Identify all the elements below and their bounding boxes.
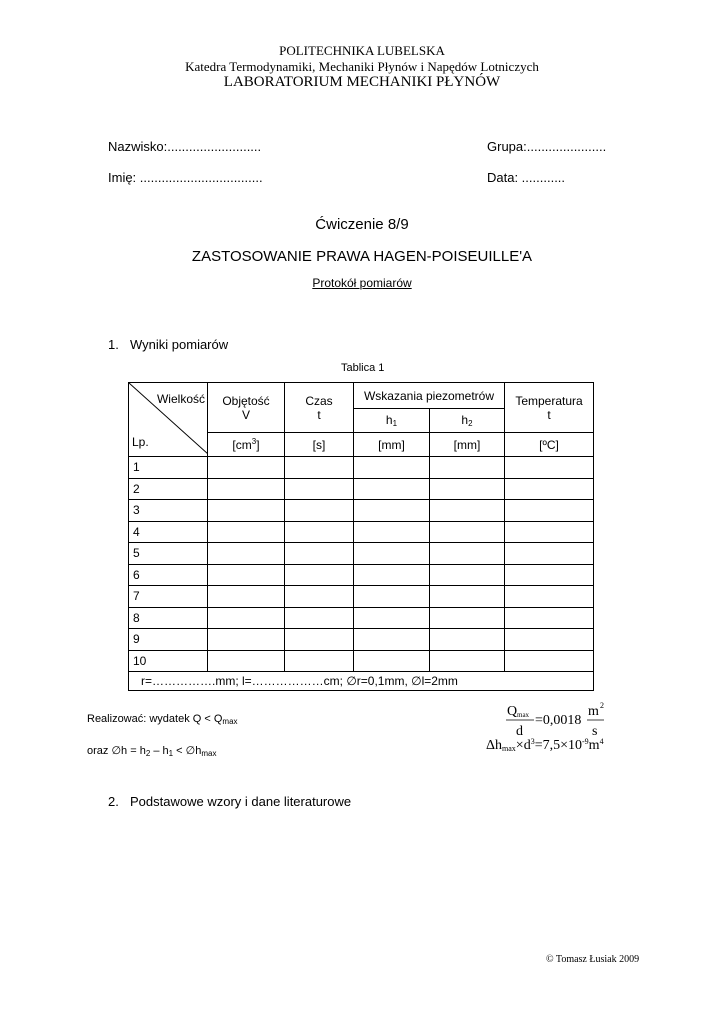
cell-time[interactable] bbox=[285, 607, 354, 629]
f2-subscript-max: max bbox=[502, 744, 516, 753]
cell-time[interactable] bbox=[285, 543, 354, 565]
cell-temperature[interactable] bbox=[505, 586, 594, 608]
exercise-number: Ćwiczenie 8/9 bbox=[315, 216, 409, 233]
table-row bbox=[129, 500, 594, 522]
cell-h1[interactable] bbox=[354, 586, 430, 608]
header-temperature-label: Temperatura bbox=[515, 393, 583, 408]
cell-h1[interactable] bbox=[354, 629, 430, 651]
cell-volume[interactable] bbox=[208, 564, 285, 586]
university-name: POLITECHNIKA LUBELSKA bbox=[279, 43, 445, 58]
realize-subscript: max bbox=[222, 717, 238, 726]
measurement-table bbox=[128, 382, 594, 691]
f1-numerator: Q bbox=[507, 704, 518, 719]
oraz-minus: – h bbox=[150, 745, 169, 757]
cell-h2[interactable] bbox=[430, 607, 505, 629]
group-field: Grupa:...................... bbox=[487, 139, 607, 154]
section-1-number: 1. bbox=[108, 337, 119, 352]
cell-h1[interactable] bbox=[354, 521, 430, 543]
cell-volume[interactable] bbox=[208, 500, 285, 522]
cell-temperature[interactable] bbox=[505, 607, 594, 629]
section-2-title: Podstawowe wzory i dane literaturowe bbox=[130, 794, 352, 809]
unit-volume-base: [cm bbox=[232, 438, 252, 452]
cell-time[interactable] bbox=[285, 629, 354, 651]
header-time bbox=[285, 383, 354, 433]
corner-label-quantity: Wielkość bbox=[156, 392, 205, 406]
cell-time[interactable] bbox=[285, 586, 354, 608]
row-number: 5 bbox=[129, 543, 208, 565]
oraz-subscript-max: max bbox=[201, 749, 217, 758]
f1-unit-numerator: m bbox=[588, 704, 599, 719]
cell-h1[interactable] bbox=[354, 500, 430, 522]
row-number: 1 bbox=[129, 457, 208, 479]
f2-exponent-minus-9: -9 bbox=[582, 737, 589, 746]
unit-volume-close: ] bbox=[256, 438, 260, 452]
table-row bbox=[129, 478, 594, 500]
cell-volume[interactable] bbox=[208, 521, 285, 543]
first-name-field: Imię: .................................. bbox=[108, 170, 263, 185]
cell-temperature[interactable] bbox=[505, 478, 594, 500]
header-h1 bbox=[354, 409, 430, 433]
realize-text: Realizować: wydatek Q < Q bbox=[87, 713, 223, 725]
row-number: 6 bbox=[129, 564, 208, 586]
header-h1-symbol: h bbox=[385, 413, 393, 427]
cell-time[interactable] bbox=[285, 521, 354, 543]
head-difference-condition bbox=[87, 744, 216, 758]
protocol-label: Protokół pomiarów bbox=[312, 276, 412, 290]
cell-temperature[interactable] bbox=[505, 564, 594, 586]
copyright-notice: © Tomasz Łusiak 2009 bbox=[546, 954, 640, 965]
oraz-less-than: < ∅h bbox=[173, 745, 202, 757]
f1-numerator-sub: max bbox=[517, 711, 530, 719]
cell-volume[interactable] bbox=[208, 650, 285, 672]
table-footer-params: r=…………….mm; l=………………cm; ∅r=0,1mm, ∅l=2mm bbox=[129, 672, 594, 691]
cell-time[interactable] bbox=[285, 500, 354, 522]
cell-h1[interactable] bbox=[354, 650, 430, 672]
oraz-subscript-1: 1 bbox=[168, 749, 174, 758]
f1-value: =0,0018 bbox=[535, 713, 582, 728]
header-h2-subscript: 2 bbox=[468, 419, 473, 428]
header-volume bbox=[208, 383, 285, 433]
cell-volume[interactable] bbox=[208, 629, 285, 651]
section-1-heading bbox=[108, 337, 228, 352]
cell-temperature[interactable] bbox=[505, 500, 594, 522]
oraz-subscript-2: 2 bbox=[145, 749, 151, 758]
f2-delta-h: Δh bbox=[486, 738, 503, 753]
header-time-label: Czas bbox=[305, 393, 333, 408]
row-number: 7 bbox=[129, 586, 208, 608]
table-row bbox=[129, 586, 594, 608]
unit-volume-exponent: 3 bbox=[251, 437, 257, 446]
cell-h2[interactable] bbox=[430, 478, 505, 500]
cell-volume[interactable] bbox=[208, 457, 285, 479]
row-number: 4 bbox=[129, 521, 208, 543]
unit-temperature: [ºC] bbox=[505, 433, 594, 457]
row-number: 10 bbox=[129, 650, 208, 672]
flow-limit-formula bbox=[500, 700, 620, 742]
f2-value: =7,5×10 bbox=[534, 738, 582, 753]
cell-h2[interactable] bbox=[430, 586, 505, 608]
table-caption: Tablica 1 bbox=[341, 362, 385, 374]
header-h2 bbox=[430, 409, 505, 433]
cell-volume[interactable] bbox=[208, 586, 285, 608]
section-2-heading bbox=[108, 794, 351, 809]
unit-h2: [mm] bbox=[430, 433, 505, 457]
cell-h1[interactable] bbox=[354, 543, 430, 565]
table-row bbox=[129, 650, 594, 672]
cell-volume[interactable] bbox=[208, 607, 285, 629]
corner-label-lp: Lp. bbox=[132, 435, 149, 449]
cell-h2[interactable] bbox=[430, 564, 505, 586]
table-row bbox=[129, 543, 594, 565]
header-volume-symbol: V bbox=[241, 407, 250, 422]
cell-h1[interactable] bbox=[354, 564, 430, 586]
table-row bbox=[129, 564, 594, 586]
exercise-topic: ZASTOSOWANIE PRAWA HAGEN-POISEUILLE'A bbox=[191, 248, 533, 265]
cell-temperature[interactable] bbox=[505, 629, 594, 651]
unit-h1: [mm] bbox=[354, 433, 430, 457]
row-number: 2 bbox=[129, 478, 208, 500]
cell-h2[interactable] bbox=[430, 457, 505, 479]
header-h1-subscript: 1 bbox=[392, 419, 398, 428]
table-row bbox=[129, 457, 594, 479]
table-row bbox=[129, 521, 594, 543]
header-volume-label: Objętość bbox=[222, 393, 270, 408]
unit-time: [s] bbox=[285, 433, 354, 457]
cell-h2[interactable] bbox=[430, 521, 505, 543]
table-row bbox=[129, 629, 594, 651]
cell-h2[interactable] bbox=[430, 500, 505, 522]
row-number: 8 bbox=[129, 607, 208, 629]
date-field: Data: ............ bbox=[487, 170, 566, 185]
f2-exponent-3: 3 bbox=[530, 737, 535, 746]
cell-volume[interactable] bbox=[208, 543, 285, 565]
cell-temperature[interactable] bbox=[505, 457, 594, 479]
row-number: 9 bbox=[129, 629, 208, 651]
cell-h1[interactable] bbox=[354, 478, 430, 500]
cell-temperature[interactable] bbox=[505, 650, 594, 672]
header-temperature-symbol: t bbox=[547, 407, 551, 422]
laboratory-name: LABORATORIUM MECHANIKI PŁYNÓW bbox=[223, 74, 501, 90]
cell-time[interactable] bbox=[285, 457, 354, 479]
head-diameter-formula bbox=[486, 737, 604, 754]
f1-denominator: d bbox=[516, 724, 523, 739]
f1-unit-exponent: 2 bbox=[600, 701, 604, 710]
f1-unit-denominator: s bbox=[592, 724, 598, 739]
f2-exponent-4: 4 bbox=[599, 737, 604, 746]
cell-h2[interactable] bbox=[430, 543, 505, 565]
header-temperature bbox=[505, 383, 594, 433]
cell-h1[interactable] bbox=[354, 607, 430, 629]
unit-volume bbox=[208, 433, 285, 457]
cell-temperature[interactable] bbox=[505, 543, 594, 565]
cell-h2[interactable] bbox=[430, 650, 505, 672]
f2-unit: m bbox=[588, 738, 600, 753]
surname-field: Nazwisko:.......................... bbox=[108, 139, 262, 154]
oraz-text: oraz ∅h = h bbox=[87, 745, 146, 757]
cell-time[interactable] bbox=[285, 564, 354, 586]
table-corner-cell bbox=[129, 383, 208, 457]
section-1-title: Wyniki pomiarów bbox=[130, 337, 229, 352]
header-piezometers: Wskazania piezometrów bbox=[354, 383, 505, 409]
header-time-symbol: t bbox=[317, 407, 321, 422]
cell-h1[interactable] bbox=[354, 457, 430, 479]
department-name: Katedra Termodynamiki, Mechaniki Płynów i Napędów Lotniczych bbox=[185, 59, 539, 74]
realize-condition bbox=[87, 713, 238, 726]
cell-h2[interactable] bbox=[430, 629, 505, 651]
cell-time[interactable] bbox=[285, 650, 354, 672]
table-row bbox=[129, 607, 594, 629]
f2-times-d: ×d bbox=[515, 738, 531, 753]
cell-time[interactable] bbox=[285, 478, 354, 500]
cell-volume[interactable] bbox=[208, 478, 285, 500]
section-2-number: 2. bbox=[108, 794, 119, 809]
row-number: 3 bbox=[129, 500, 208, 522]
protocol-heading bbox=[0, 276, 724, 290]
cell-temperature[interactable] bbox=[505, 521, 594, 543]
header-h2-symbol: h bbox=[461, 413, 469, 427]
